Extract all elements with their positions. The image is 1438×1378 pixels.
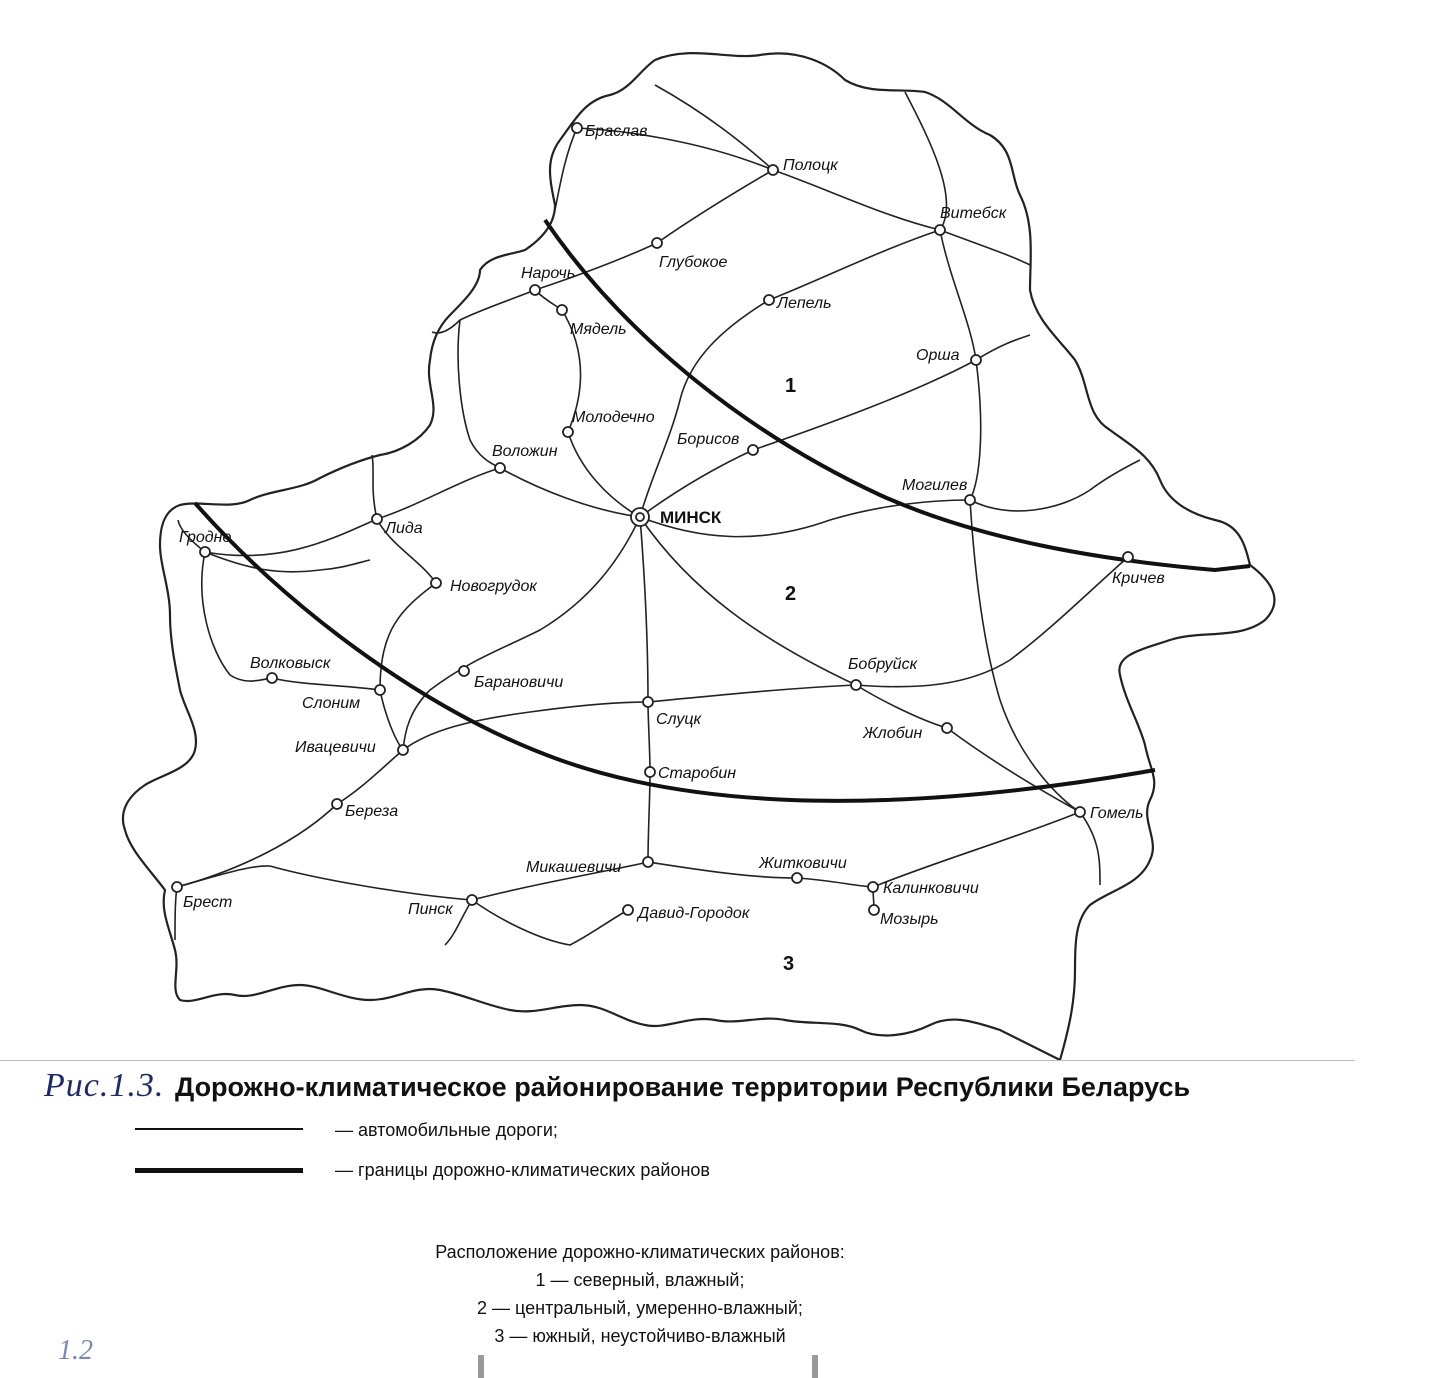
city-label-kalinkovichi: Калинковичи [883,880,979,897]
city-dot-molodechno [563,427,573,437]
city-label-slonim: Слоним [302,695,361,712]
city-label-pinsk: Пинск [408,901,453,918]
legend-border-line [135,1168,303,1173]
city-dot-grodno [200,547,210,557]
city-label-molodechno: Молодечно [572,409,655,426]
city-dot-bereza [332,799,342,809]
city-dot-myadel [557,305,567,315]
zone-label-1: 1 [785,375,797,397]
city-dot-borisov [748,445,758,455]
city-dot-mikashevichi [643,857,653,867]
city-label-mogilev: Могилев [902,477,968,494]
city-label-lepel: Лепель [777,295,832,312]
zone-item-2: 2 — центральный, умеренно-влажный; [477,1298,803,1318]
city-label-zhitkovichi: Житковичи [759,855,847,872]
legend-road-text: — автомобильные дороги; [335,1120,558,1140]
city-label-zhlobin: Жлобин [863,725,923,742]
city-label-volozhin: Воложин [492,443,558,460]
city-dot-david_gorodok [623,905,633,915]
city-dot-ivatsevichi [398,745,408,755]
city-dot-polotsk [768,165,778,175]
city-label-polotsk: Полоцк [783,157,838,174]
city-dot-zhitkovichi [792,873,802,883]
city-label-gomel: Гомель [1090,805,1144,822]
city-label-novogrudok: Новогрудок [450,578,537,595]
city-dot-starobin [645,767,655,777]
city-dot-mozyr [869,905,879,915]
city-dot-gomel [1075,807,1085,817]
city-dot-baranovichi [459,666,469,676]
city-dot-inner-minsk [636,513,644,521]
divider-line [0,1060,1355,1061]
handwritten-note: 1.2 [58,1335,93,1366]
city-dot-lida [372,514,382,524]
city-dot-bobruisk [851,680,861,690]
city-dot-novogrudok [431,578,441,588]
city-label-bereza: Береза [345,803,399,820]
zone-item-3: 3 — южный, неустойчиво-влажный [494,1326,786,1346]
city-dot-pinsk [467,895,477,905]
city-label-david_gorodok: Давид-Городок [638,905,750,922]
scan-mark-left [478,1355,484,1378]
figure-caption: Дорожно-климатическое районирование территории Республики Беларусь [175,1072,1191,1102]
city-dot-zhlobin [942,723,952,733]
city-dot-slutsk [643,697,653,707]
city-dot-vitebsk [935,225,945,235]
zones-description [400,1238,880,1350]
city-dot-braslav [572,123,582,133]
city-dot-krichev [1123,552,1133,562]
city-label-lida: Лида [385,520,423,537]
city-dot-orsha [971,355,981,365]
city-dot-mogilev [965,495,975,505]
city-label-naroch: Нарочь [521,265,576,282]
city-dot-volozhin [495,463,505,473]
city-dot-lepel [764,295,774,305]
city-label-myadel: Мядель [570,321,627,338]
zone-label-2: 2 [785,583,797,605]
city-dot-volkovysk [267,673,277,683]
legend-road-line [135,1128,303,1130]
city-label-volkovysk: Волковыск [250,655,331,672]
city-label-starobin: Старобин [658,765,737,782]
city-label-vitebsk: Витебск [940,205,1007,222]
figure-number: Рис.1.3. [44,1067,165,1104]
city-label-orsha: Орша [916,347,960,364]
city-label-slutsk: Слуцк [656,711,702,728]
city-label-borisov: Борисов [677,431,740,448]
city-label-ivatsevichi: Ивацевичи [295,739,376,756]
city-label-braslav: Браслав [585,123,648,140]
city-label-krichev: Кричев [1112,570,1165,587]
city-label-glubokoe: Глубокое [659,254,728,271]
city-label-baranovichi: Барановичи [474,674,564,691]
city-label-minsk: МИНСК [660,508,722,527]
city-label-brest: Брест [183,894,233,911]
city-label-grodno: Гродно [179,529,232,546]
city-label-mikashevichi: Микашевичи [526,859,622,876]
city-label-bobruisk: Бобруйск [848,656,918,673]
zone-item-1: 1 — северный, влажный; [535,1270,745,1290]
zone-label-3: 3 [783,953,795,975]
city-dot-naroch [530,285,540,295]
city-dot-slonim [375,685,385,695]
city-dot-kalinkovichi [868,882,878,892]
city-dot-brest [172,882,182,892]
scan-mark-right [812,1355,818,1378]
city-dot-glubokoe [652,238,662,248]
zones-heading: Расположение дорожно-климатических районов: [435,1242,845,1262]
city-label-mozyr: Мозырь [880,911,939,928]
legend-border-text: — границы дорожно-климатических районов [335,1160,710,1180]
